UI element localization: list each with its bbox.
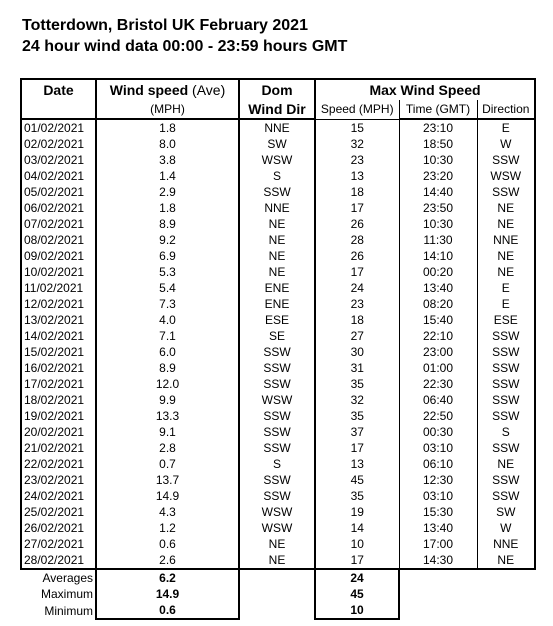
row-wind-speed-ave: 1.8: [96, 200, 239, 216]
row-max-time: 13:40: [399, 520, 477, 536]
row-date: 07/02/2021: [21, 216, 96, 232]
row-wind-speed-ave: 0.7: [96, 456, 239, 472]
row-max-time: 00:20: [399, 264, 477, 280]
row-max-speed: 19: [350, 505, 364, 519]
row-max-time: 00:30: [399, 424, 477, 440]
row-dom-wind-dir: WSW: [239, 152, 315, 168]
summary-max-speed: 24: [315, 569, 399, 586]
row-max-speed: 13: [350, 457, 364, 471]
row-wind-speed-ave: 5.4: [96, 280, 239, 296]
row-wind-speed-ave: 8.9: [96, 360, 239, 376]
row-max-time: 13:40: [399, 280, 477, 296]
row-max-direction: SSW: [477, 472, 535, 488]
row-max-direction: NE: [477, 264, 535, 280]
summary-row: [21, 586, 535, 602]
row-wind-speed-ave: 7.3: [96, 296, 239, 312]
header-wind-speed: Wind speed (Ave): [96, 79, 239, 100]
table-row: [21, 344, 535, 360]
row-max-speed: 37: [350, 425, 364, 439]
row-dom-wind-dir: S: [239, 456, 315, 472]
table-row: [21, 424, 535, 440]
row-max-direction: NE: [477, 216, 535, 232]
row-date: 10/02/2021: [21, 264, 96, 280]
summary-wind-speed-ave: 6.2: [96, 569, 239, 586]
summary-blank: [477, 602, 535, 619]
row-max-speed: 23: [350, 297, 364, 311]
row-max-speed: 27: [350, 329, 364, 343]
header-date-blank: [21, 100, 96, 119]
row-max-speed: 35: [350, 377, 364, 391]
table-row: [21, 168, 535, 184]
row-max-time: 06:10: [399, 456, 477, 472]
row-max-direction: NE: [477, 248, 535, 264]
row-max-time: 06:40: [399, 392, 477, 408]
row-wind-speed-ave: 9.2: [96, 232, 239, 248]
row-max-direction: SSW: [477, 328, 535, 344]
header-max-wind-speed: Max Wind Speed: [315, 79, 535, 100]
row-max-direction: SSW: [477, 440, 535, 456]
row-max-speed: 30: [350, 345, 364, 359]
row-max-time: 12:30: [399, 472, 477, 488]
row-dom-wind-dir: NE: [239, 216, 315, 232]
row-max-time: 01:00: [399, 360, 477, 376]
summary-max-speed: 10: [315, 602, 399, 619]
row-max-speed: 35: [350, 489, 364, 503]
row-date: 14/02/2021: [21, 328, 96, 344]
table-row: [21, 184, 535, 200]
row-dom-wind-dir: NE: [239, 264, 315, 280]
table-row: [21, 280, 535, 296]
header-direction: Direction: [477, 100, 535, 119]
row-wind-speed-ave: 7.1: [96, 328, 239, 344]
row-max-direction: NE: [477, 200, 535, 216]
row-max-time: 15:40: [399, 312, 477, 328]
row-max-time: 22:30: [399, 376, 477, 392]
row-max-speed: 10: [350, 537, 364, 551]
table-row: [21, 536, 535, 552]
table-row: [21, 119, 535, 136]
row-max-time: 22:10: [399, 328, 477, 344]
title-line-1: Totterdown, Bristol UK February 2021: [22, 17, 308, 34]
header-wind-dir: Wind Dir: [239, 100, 315, 119]
table-row: [21, 360, 535, 376]
row-max-time: 03:10: [399, 440, 477, 456]
row-dom-wind-dir: SSW: [239, 184, 315, 200]
row-date: 19/02/2021: [21, 408, 96, 424]
row-max-speed: 23: [350, 153, 364, 167]
row-max-speed: 14: [350, 521, 364, 535]
row-max-direction: NNE: [477, 232, 535, 248]
row-wind-speed-ave: 9.9: [96, 392, 239, 408]
row-wind-speed-ave: 1.4: [96, 168, 239, 184]
row-dom-wind-dir: SSW: [239, 440, 315, 456]
table-row: [21, 328, 535, 344]
row-max-speed: 18: [350, 185, 364, 199]
header-time-gmt: Time (GMT): [399, 100, 477, 119]
row-wind-speed-ave: 1.2: [96, 520, 239, 536]
row-max-direction: NNE: [477, 536, 535, 552]
row-max-speed: 17: [315, 552, 399, 569]
table-row: [21, 376, 535, 392]
row-wind-speed-ave: 5.3: [96, 264, 239, 280]
row-dom-wind-dir: NNE: [239, 119, 315, 136]
summary-blank: [239, 586, 315, 602]
row-date: 16/02/2021: [21, 360, 96, 376]
row-date: 20/02/2021: [21, 424, 96, 440]
row-dom-wind-dir: NNE: [239, 200, 315, 216]
row-max-speed: 26: [350, 217, 364, 231]
row-dom-wind-dir: SSW: [239, 376, 315, 392]
summary-blank: [399, 586, 477, 602]
row-max-direction: W: [477, 520, 535, 536]
row-max-direction: E: [477, 119, 535, 136]
row-wind-speed-ave: 3.8: [96, 152, 239, 168]
row-max-time: 23:50: [399, 200, 477, 216]
row-wind-speed-ave: 4.3: [96, 504, 239, 520]
row-max-time: 08:20: [399, 296, 477, 312]
row-dom-wind-dir: SW: [239, 136, 315, 152]
row-wind-speed-ave: 14.9: [96, 488, 239, 504]
table-row: [21, 552, 535, 569]
row-max-time: 14:10: [399, 248, 477, 264]
row-date: 12/02/2021: [21, 296, 96, 312]
row-max-speed: 17: [350, 265, 364, 279]
row-dom-wind-dir: NE: [239, 536, 315, 552]
row-max-direction: SSW: [477, 376, 535, 392]
row-dom-wind-dir: ENE: [239, 296, 315, 312]
row-max-time: 03:10: [399, 488, 477, 504]
row-max-speed: 17: [350, 441, 364, 455]
row-max-speed: 31: [350, 361, 364, 375]
row-wind-speed-ave: 8.9: [96, 216, 239, 232]
row-wind-speed-ave: 9.1: [96, 424, 239, 440]
row-max-time: 23:00: [399, 344, 477, 360]
row-date: 11/02/2021: [21, 280, 96, 296]
summary-label: Averages: [42, 571, 93, 585]
row-date: 08/02/2021: [21, 232, 96, 248]
row-max-speed: 32: [350, 393, 364, 407]
summary-blank: [239, 602, 315, 619]
summary-blank: [477, 569, 535, 586]
row-date: 22/02/2021: [21, 456, 96, 472]
table-row: [21, 296, 535, 312]
row-wind-speed-ave: 1.8: [96, 119, 239, 136]
row-date: 18/02/2021: [21, 392, 96, 408]
row-max-direction: NE: [477, 552, 535, 569]
row-wind-speed-ave: 2.9: [96, 184, 239, 200]
row-dom-wind-dir: SSW: [239, 360, 315, 376]
row-dom-wind-dir: SE: [239, 328, 315, 344]
row-max-direction: S: [477, 424, 535, 440]
row-date: 09/02/2021: [21, 248, 96, 264]
summary-blank: [477, 586, 535, 602]
table-row: [21, 504, 535, 520]
row-max-time: 11:30: [399, 232, 477, 248]
summary-row: [21, 602, 535, 619]
summary-wind-speed-ave: 0.6: [96, 602, 239, 619]
table-row: [21, 136, 535, 152]
summary-label: Minimum: [44, 603, 93, 618]
row-dom-wind-dir: SSW: [239, 488, 315, 504]
row-max-speed: 15: [350, 120, 364, 135]
row-max-speed: 26: [350, 249, 364, 263]
row-max-speed: 35: [350, 409, 364, 423]
row-max-time: 10:30: [399, 216, 477, 232]
header-mph: (MPH): [96, 100, 239, 119]
row-max-speed: 17: [350, 201, 364, 215]
row-wind-speed-ave: 12.0: [96, 376, 239, 392]
row-date: 02/02/2021: [21, 136, 96, 152]
row-max-direction: E: [477, 280, 535, 296]
table-row: [21, 232, 535, 248]
row-date: 24/02/2021: [21, 488, 96, 504]
table-row: [21, 200, 535, 216]
row-max-direction: SW: [477, 504, 535, 520]
row-max-speed: 13: [350, 169, 364, 183]
row-date: 05/02/2021: [21, 184, 96, 200]
table-row: [21, 312, 535, 328]
row-wind-speed-ave: 2.6: [96, 552, 239, 569]
row-max-time: 15:30: [399, 504, 477, 520]
row-max-direction: SSW: [477, 488, 535, 504]
row-dom-wind-dir: NE: [239, 248, 315, 264]
table-row: [21, 248, 535, 264]
row-dom-wind-dir: SSW: [239, 472, 315, 488]
row-max-direction: SSW: [477, 360, 535, 376]
row-date: 21/02/2021: [21, 440, 96, 456]
table-row: [21, 216, 535, 232]
summary-blank: [399, 569, 477, 586]
row-max-direction: W: [477, 136, 535, 152]
row-date: 27/02/2021: [21, 536, 96, 552]
row-dom-wind-dir: SSW: [239, 408, 315, 424]
row-dom-wind-dir: WSW: [239, 520, 315, 536]
row-date: 06/02/2021: [21, 200, 96, 216]
row-dom-wind-dir: SSW: [239, 424, 315, 440]
row-max-speed: 28: [350, 233, 364, 247]
row-max-direction: NE: [477, 456, 535, 472]
row-max-direction: WSW: [477, 168, 535, 184]
table-row: [21, 440, 535, 456]
row-wind-speed-ave: 8.0: [96, 136, 239, 152]
summary-blank: [239, 569, 315, 586]
row-dom-wind-dir: ENE: [239, 280, 315, 296]
table-row: [21, 472, 535, 488]
row-date: 28/02/2021: [21, 552, 96, 569]
row-wind-speed-ave: 6.0: [96, 344, 239, 360]
row-max-time: 22:50: [399, 408, 477, 424]
header-speed-mph: Speed (MPH): [315, 100, 399, 119]
header-date: Date: [21, 79, 96, 100]
row-max-speed: 18: [350, 313, 364, 327]
row-date: 04/02/2021: [21, 168, 96, 184]
row-date: 26/02/2021: [21, 520, 96, 536]
row-max-direction: SSW: [477, 392, 535, 408]
summary-wind-speed-ave: 14.9: [96, 586, 239, 602]
row-wind-speed-ave: 0.6: [96, 536, 239, 552]
row-date: 15/02/2021: [21, 344, 96, 360]
row-max-direction: E: [477, 296, 535, 312]
row-max-direction: SSW: [477, 344, 535, 360]
row-wind-speed-ave: 13.7: [96, 472, 239, 488]
row-wind-speed-ave: 13.3: [96, 408, 239, 424]
summary-max-speed: 45: [315, 586, 399, 602]
row-dom-wind-dir: WSW: [239, 392, 315, 408]
row-max-direction: SSW: [477, 408, 535, 424]
table-row: [21, 520, 535, 536]
row-max-time: 17:00: [399, 536, 477, 552]
row-date: 25/02/2021: [21, 504, 96, 520]
row-date: 03/02/2021: [21, 152, 96, 168]
table-row: [21, 392, 535, 408]
row-max-direction: ESE: [477, 312, 535, 328]
row-wind-speed-ave: 6.9: [96, 248, 239, 264]
row-max-time: 14:30: [399, 552, 477, 569]
table-row: [21, 264, 535, 280]
row-dom-wind-dir: NE: [239, 232, 315, 248]
row-dom-wind-dir: WSW: [239, 504, 315, 520]
row-max-direction: SSW: [477, 184, 535, 200]
row-dom-wind-dir: S: [239, 168, 315, 184]
row-dom-wind-dir: SSW: [239, 344, 315, 360]
row-max-speed: 45: [350, 473, 364, 487]
table-row: [21, 456, 535, 472]
row-date: 01/02/2021: [21, 119, 96, 136]
summary-row: [21, 569, 535, 586]
table-row: [21, 408, 535, 424]
row-date: 23/02/2021: [21, 472, 96, 488]
row-max-time: 23:10: [399, 119, 477, 136]
wind-data-table: [20, 78, 536, 620]
row-dom-wind-dir: NE: [239, 552, 315, 569]
row-dom-wind-dir: ESE: [239, 312, 315, 328]
title-line-2: 24 hour wind data 00:00 - 23:59 hours GMT: [22, 38, 348, 55]
row-max-time: 23:20: [399, 168, 477, 184]
row-date: 17/02/2021: [21, 376, 96, 392]
row-max-direction: SSW: [477, 152, 535, 168]
row-max-speed: 24: [350, 281, 364, 295]
table-row: [21, 488, 535, 504]
header-dom: Dom: [239, 79, 315, 100]
row-max-time: 18:50: [399, 136, 477, 152]
row-wind-speed-ave: 2.8: [96, 440, 239, 456]
row-date: 13/02/2021: [21, 312, 96, 328]
summary-label: Maximum: [40, 587, 93, 601]
table-row: [21, 152, 535, 168]
row-max-time: 10:30: [399, 152, 477, 168]
row-wind-speed-ave: 4.0: [96, 312, 239, 328]
row-max-speed: 32: [350, 137, 364, 151]
summary-blank: [399, 602, 477, 619]
row-max-time: 14:40: [399, 184, 477, 200]
